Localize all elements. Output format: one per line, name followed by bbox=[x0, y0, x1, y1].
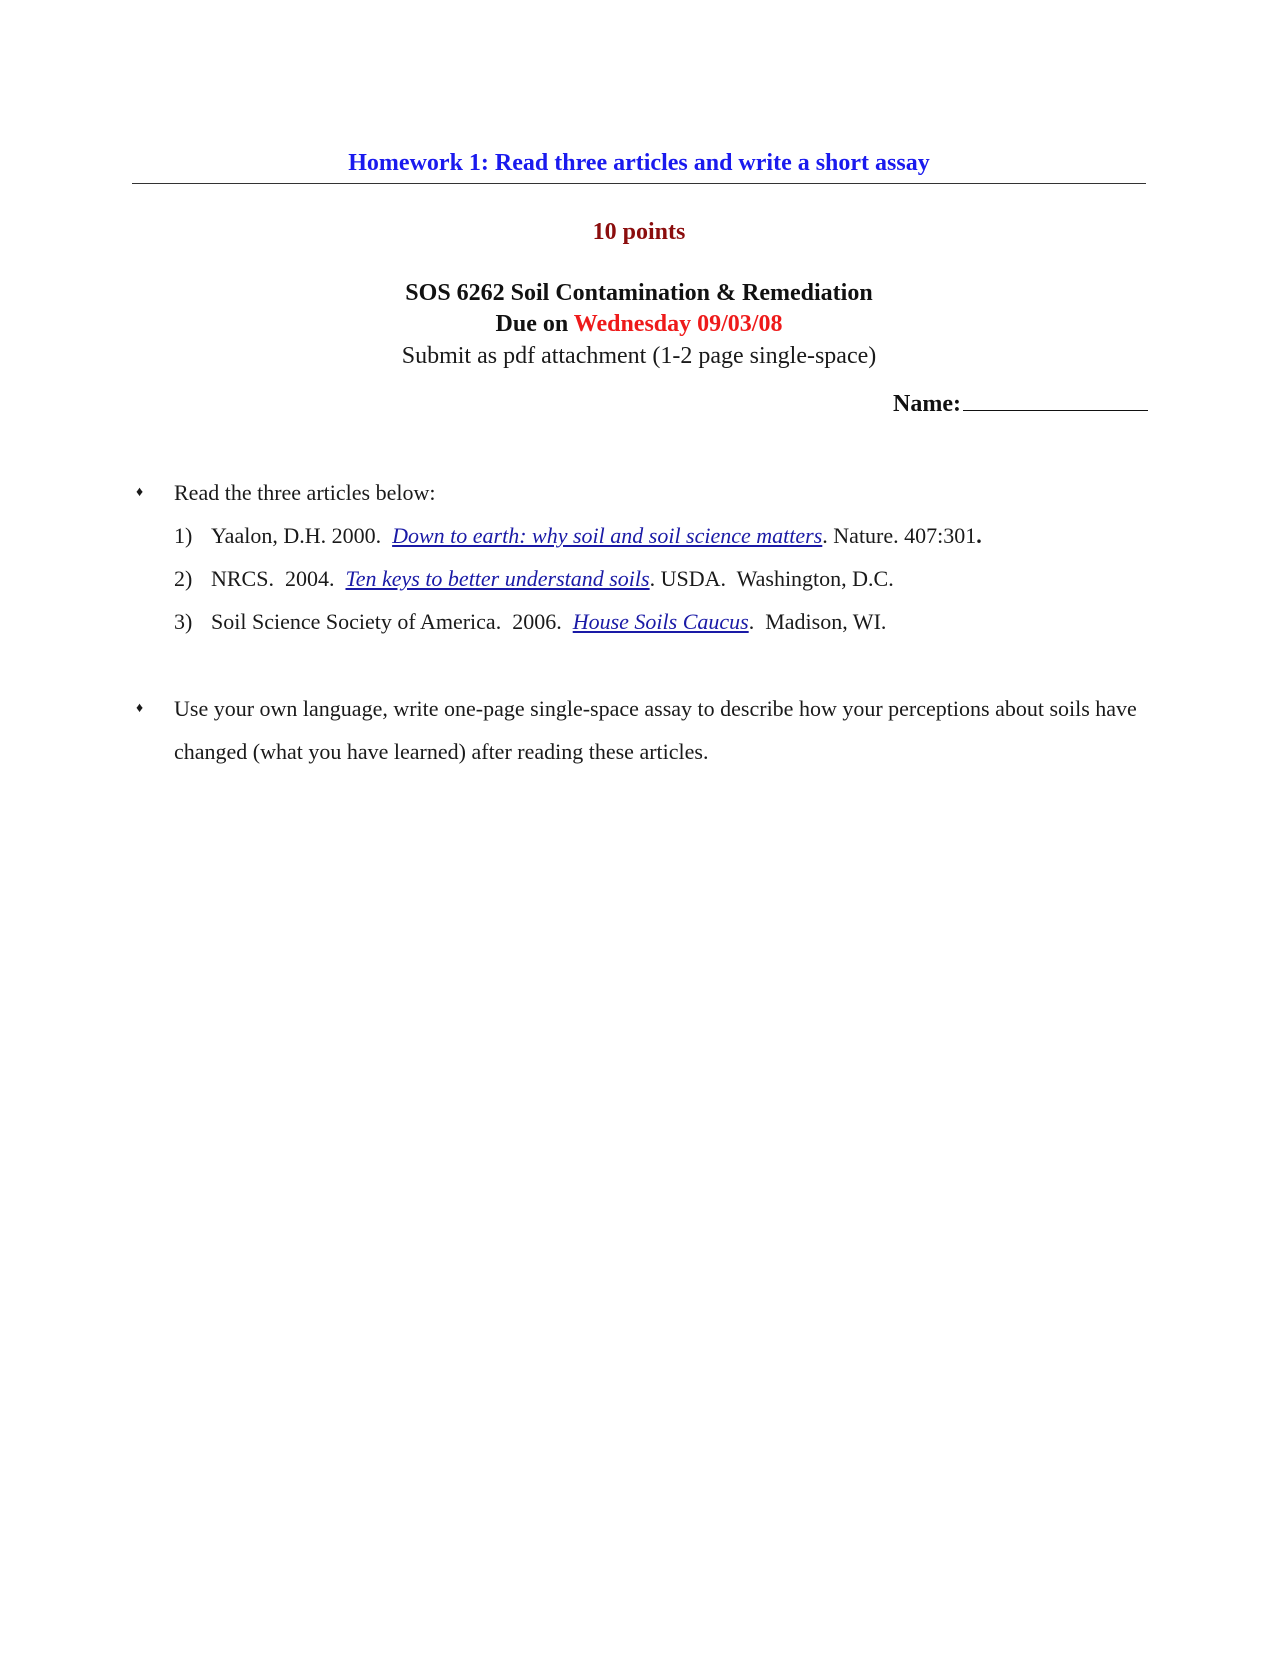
name-blank-line bbox=[963, 388, 1148, 411]
due-date: Wednesday 09/03/08 bbox=[573, 311, 783, 337]
title-underline-divider bbox=[132, 183, 1146, 184]
reference-number: 1) bbox=[174, 523, 193, 548]
reference-end: . bbox=[976, 523, 982, 548]
reference-number: 3) bbox=[174, 609, 193, 634]
bullet-text: Read the three articles below: bbox=[174, 480, 436, 505]
name-field bbox=[893, 388, 1148, 419]
reference-citation: Soil Science Society of America. 2006. bbox=[211, 609, 573, 634]
reference-citation: NRCS. 2004. bbox=[211, 566, 346, 591]
reference-source: . USDA. Washington, D.C. bbox=[649, 566, 894, 591]
reference-link[interactable]: Down to earth: why soil and soil science matters bbox=[392, 523, 823, 548]
reference-link[interactable]: House Soils Caucus bbox=[572, 609, 749, 634]
name-label: Name: bbox=[893, 391, 961, 417]
diamond-bullet-icon: ♦ bbox=[136, 701, 144, 716]
reference-item bbox=[174, 564, 894, 594]
submit-note: Submit as pdf attachment (1-2 page single-space) bbox=[401, 343, 877, 369]
page-title: Homework 1: Read three articles and write a short assay bbox=[348, 150, 930, 176]
reference-citation: Yaalon, D.H. 2000. bbox=[211, 523, 393, 548]
reference-source: . Madison, WI. bbox=[748, 609, 887, 634]
course-name: SOS 6262 Soil Contamination & Remediation bbox=[405, 280, 873, 306]
due-prefix: Due on bbox=[495, 311, 574, 337]
reference-item bbox=[174, 607, 886, 637]
points-label: 10 points bbox=[592, 219, 686, 245]
reference-source: . Nature. 407:301 bbox=[822, 523, 977, 548]
reference-link[interactable]: Ten keys to better understand soils bbox=[345, 566, 650, 591]
diamond-bullet-icon: ♦ bbox=[136, 485, 144, 500]
due-line bbox=[132, 309, 1146, 339]
bullet-item-write-assay bbox=[132, 687, 1146, 777]
reference-item bbox=[174, 521, 982, 551]
bullet-item-read-articles bbox=[132, 478, 1146, 508]
reference-number: 2) bbox=[174, 566, 193, 591]
bullet-text: Use your own language, write one-page single-space assay to describe how your perceptions about soils have changed (what you have learned) after reading these articles. bbox=[174, 696, 1137, 764]
